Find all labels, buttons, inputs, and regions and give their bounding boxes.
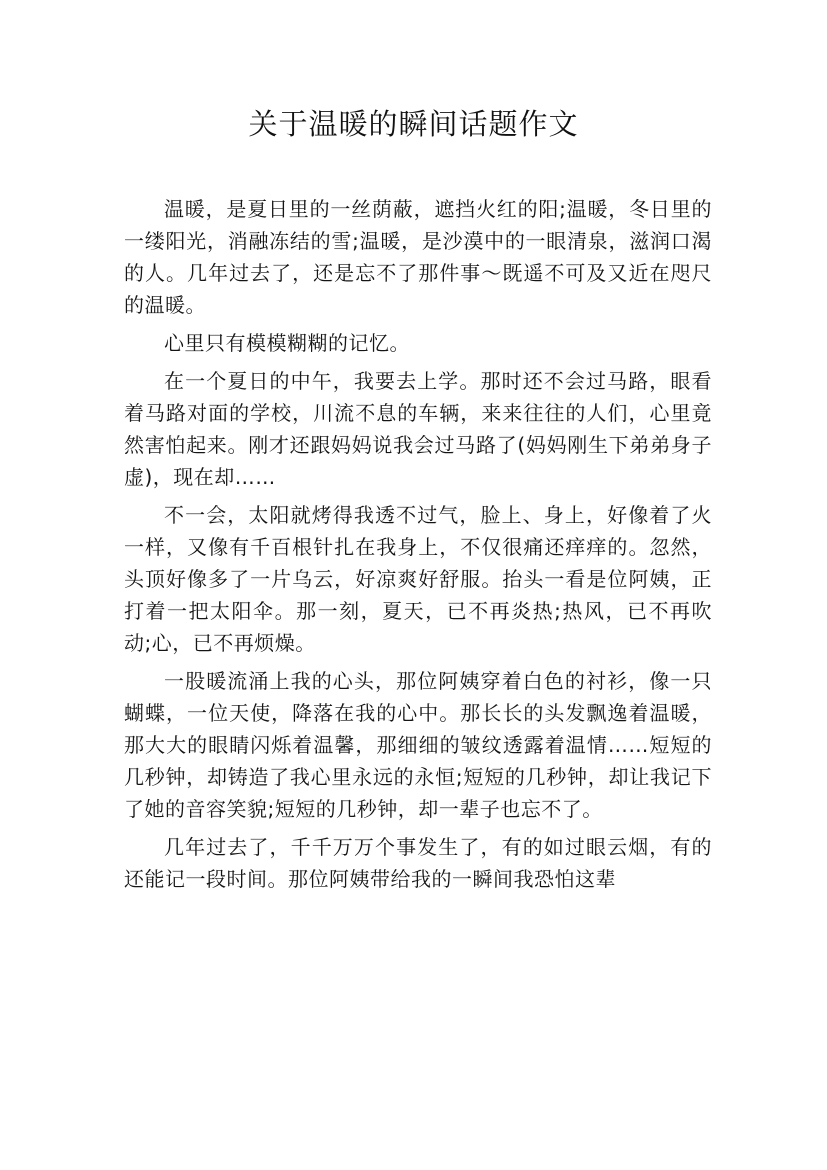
document-title: 关于温暖的瞬间话题作文 bbox=[248, 107, 579, 141]
paragraph-1: 温暖，是夏日里的一丝荫蔽，遮挡火红的阳;温暖，冬日里的一缕阳光，消融冻结的雪;温暖，是沙漠中的一眼清泉，滋润口渴的人。几年过去了，还是忘不了那件事～既遥不可及又近在咫尺的温暖。 bbox=[124, 197, 712, 317]
paragraph-5: 一股暖流涌上我的心头，那位阿姨穿着白色的衬衫，像一只蝴蝶，一位天使，降落在我的心中。那长长的头发飘逸着温暖，那大大的眼睛闪烁着温馨，那细细的皱纹透露着温情……短短的几秒钟，却铸造了我心里永远的永恒;短短的几秒钟，却让我记下了她的音容笑貌;短短的几秒钟，却一辈子也忘不了。 bbox=[124, 669, 712, 821]
document-body bbox=[124, 193, 712, 901]
paragraph-6: 几年过去了，千千万万个事发生了，有的如过眼云烟，有的还能记一段时间。那位阿姨带给我的一瞬间我恐怕这辈 bbox=[124, 835, 712, 891]
paragraph-3: 在一个夏日的中午，我要去上学。那时还不会过马路，眼看着马路对面的学校，川流不息的车辆，来来往往的人们，心里竟然害怕起来。刚才还跟妈妈说我会过马路了(妈妈刚生下弟弟身子虚)，现在却…… bbox=[124, 369, 712, 489]
paragraph-4: 不一会，太阳就烤得我透不过气，脸上、身上，好像着了火一样，又像有千百根针扎在我身上，不仅很痛还痒痒的。忽然，头顶好像多了一片乌云，好凉爽好舒服。抬头一看是位阿姨，正打着一把太阳伞。那一刻，夏天，已不再炎热;热风，已不再吹动;心，已不再烦燥。 bbox=[124, 503, 712, 655]
paragraph-2: 心里只有模模糊糊的记忆。 bbox=[164, 331, 410, 355]
